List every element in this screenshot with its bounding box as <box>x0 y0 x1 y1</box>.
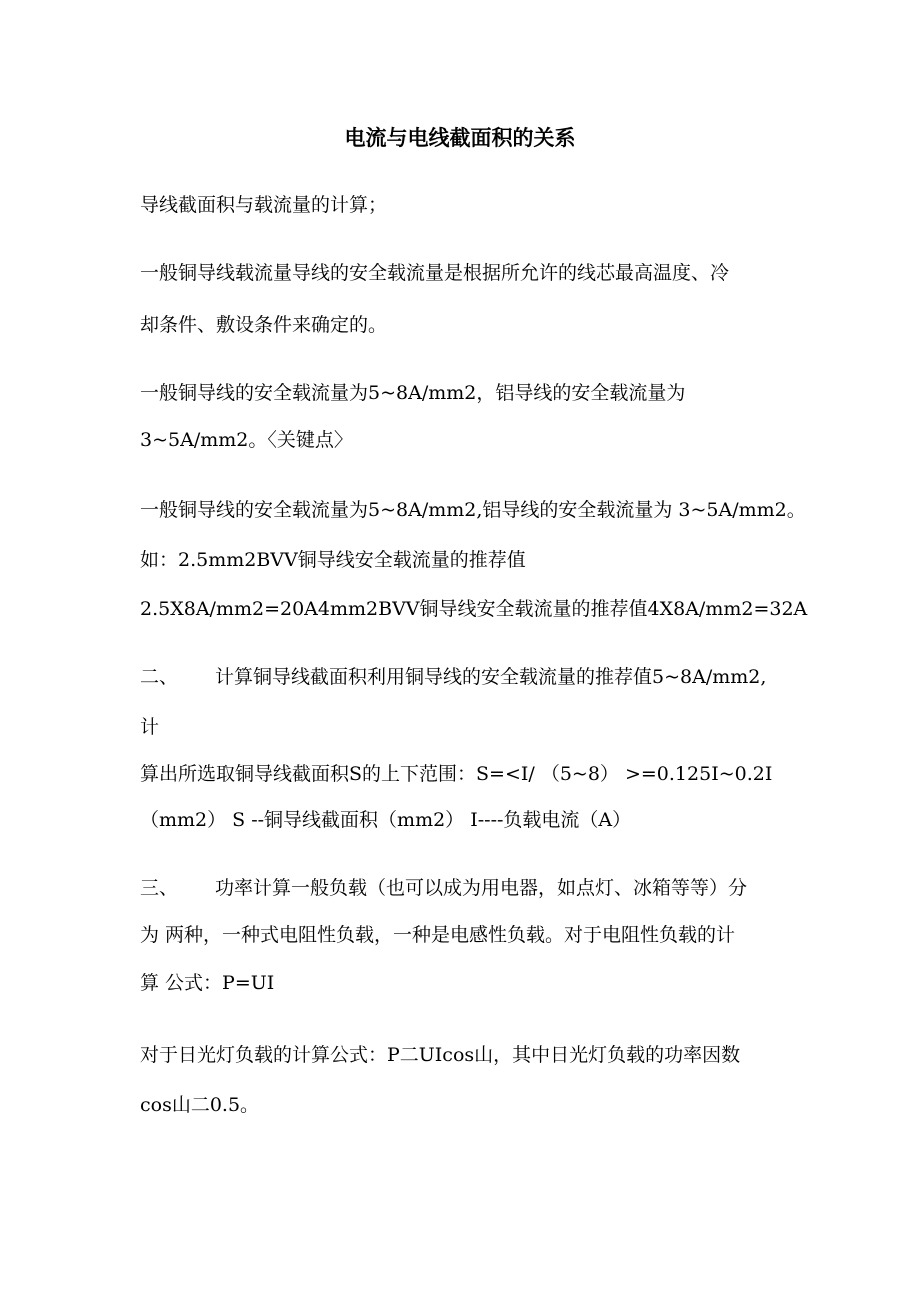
paragraph-line: 2.5X8A/mm2=20A4mm2BVV铜导线安全载流量的推荐值4X8A/mm2=32A <box>140 598 808 620</box>
section-3-text: 功率计算一般负载（也可以成为用电器，如点灯、冰箱等等）分 <box>215 877 748 899</box>
paragraph-line: 一般铜导线的安全载流量为5~8A/mm2,铝导线的安全载流量为 3~5A/mm2。 <box>140 499 806 521</box>
paragraph-line: cos山二0.5。 <box>140 1094 260 1116</box>
paragraph-line: 计 <box>140 716 160 738</box>
paragraph-line: （mm2） S --铜导线截面积（mm2） I----负载电流（A） <box>140 809 632 831</box>
paragraph-line: 为 两种，一种式电阻性负载，一种是电感性负载。对于电阻性负载的计 <box>140 924 736 946</box>
section-3-number: 三、 <box>140 877 179 899</box>
paragraph-line: 对于日光灯负载的计算公式：P二UIcos山，其中日光灯负载的功率因数 <box>140 1044 741 1066</box>
paragraph-line: 如：2.5mm2BVV铜导线安全载流量的推荐值 <box>140 549 526 571</box>
paragraph-line: 一般铜导线的安全载流量为5~8A/mm2，铝导线的安全载流量为 <box>140 382 686 404</box>
section-2-heading-line <box>140 662 800 692</box>
section-3-heading-line <box>140 873 800 903</box>
document-title: 电流与电线截面积的关系 <box>344 126 576 150</box>
paragraph-line: 3~5A/mm2。〈关键点〉 <box>140 429 353 451</box>
paragraph-line: 却条件、敷设条件来确定的。 <box>140 314 388 336</box>
paragraph-line: 导线截面积与载流量的计算； <box>140 194 388 216</box>
paragraph-line: 算 公式：P=UI <box>140 972 275 994</box>
paragraph-line: 一般铜导线载流量导线的安全载流量是根据所允许的线芯最高温度、冷 <box>140 262 730 284</box>
paragraph-line: 算出所选取铜导线截面积S的上下范围：S=<I/ （5~8） >=0.125I~0.2I <box>140 763 773 785</box>
section-2-text: 计算铜导线截面积利用铜导线的安全载流量的推荐值5~8A/mm2, <box>215 666 767 688</box>
section-2-number: 二、 <box>140 666 179 688</box>
